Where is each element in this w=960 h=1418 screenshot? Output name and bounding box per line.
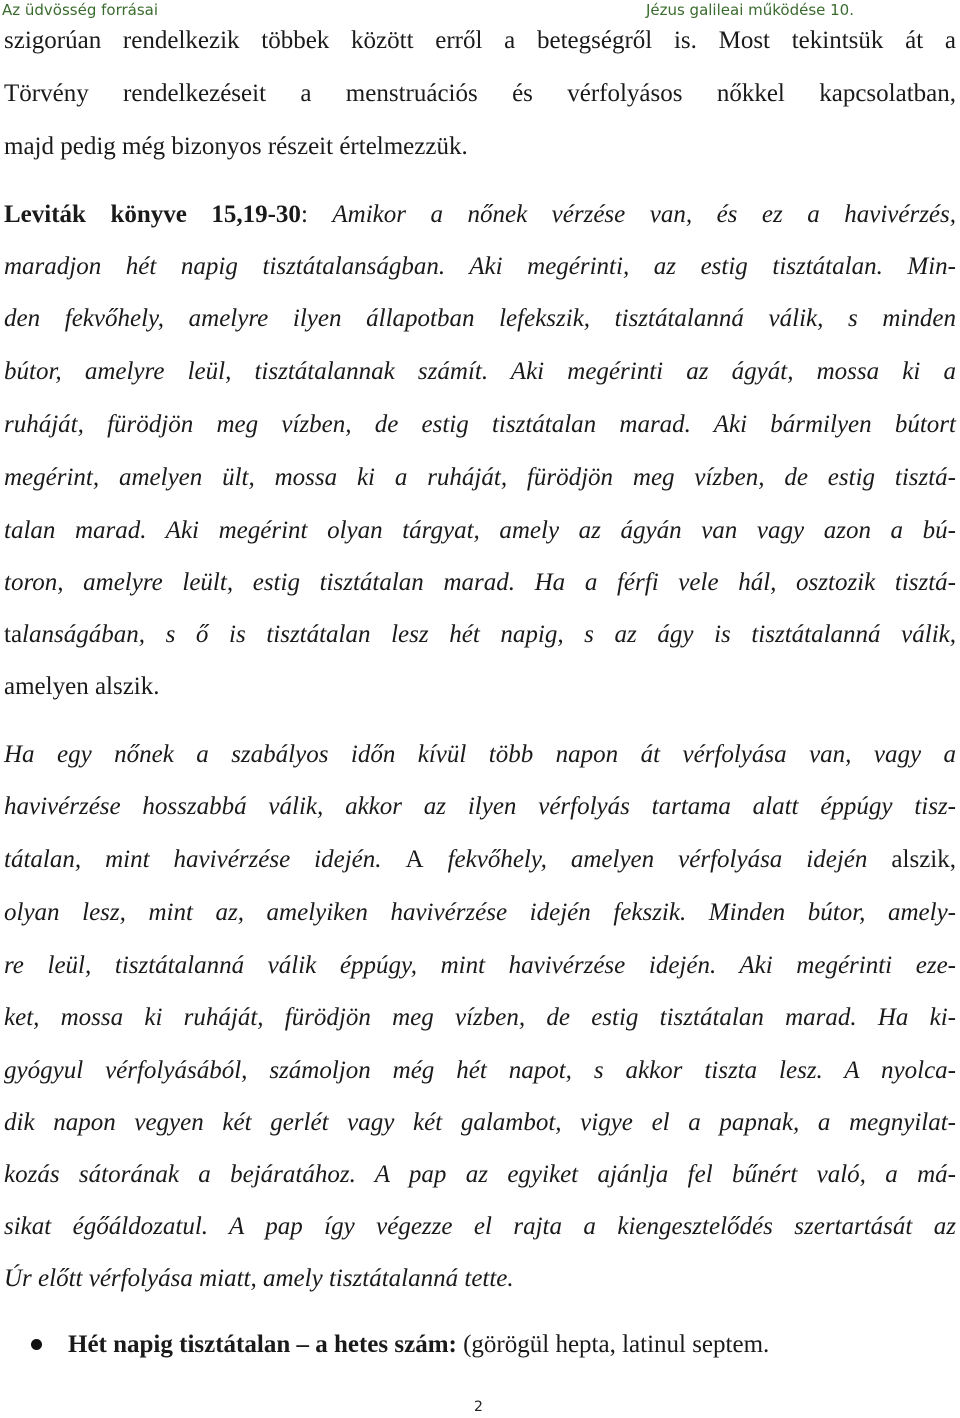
quote-text-upright: en alszik. <box>65 673 160 700</box>
header-book-title: Az üdvösség forrásai <box>2 1 159 19</box>
quote-text-upright: lszik, <box>902 846 956 873</box>
quote-text: gyógyul vérfolyásából, számoljon még hét napot, s akkor tiszta lesz. A nyolca- <box>4 1057 956 1084</box>
paragraph-3-line-6 <box>4 1001 956 1035</box>
bullet-rest-text: (görögül hepta, latinul septem. <box>456 1331 770 1358</box>
paragraph-2-line-4 <box>4 355 956 389</box>
quote-text: re leül, tisztátalanná válik éppúgy, mint havivérzése idején. Aki megérinti eze- <box>4 952 956 979</box>
quote-text: den fekvőhely, amelyre ilyen állapotban lefekszik, tisztátalanná válik, s minden <box>4 305 956 332</box>
paragraph-3-line-8 <box>4 1106 956 1140</box>
paragraph-2-line-8 <box>4 566 956 600</box>
quote-text: toron, amelyre leült, estig tisztátalan marad. Ha a férfi vele hál, osztozik tisztá- <box>4 569 956 596</box>
paragraph-1-line-2: Törvény rendelkezéseit a menstruációs és vérfolyásos nőkkel kapcsolatban, <box>4 80 956 107</box>
paragraph-1-line-3: majd pedig még bizonyos részeit értelmezzük. <box>4 133 468 160</box>
paragraph-2-line-9 <box>4 618 956 652</box>
quote-text: tátalan, mint havivérzése idején. <box>4 846 406 873</box>
paragraph-2-line-1 <box>4 198 956 232</box>
quote-text: Amikor a nőnek vérzése van, és ez a havivérzés, <box>332 201 957 228</box>
header-chapter-title: Jézus galileai működése 10. <box>645 1 854 19</box>
quote-text: megérint, amelyen ült, mossa ki a ruháját, fürödjön meg vízben, de estig tisztá- <box>4 464 956 491</box>
paragraph-3-line-5 <box>4 949 956 983</box>
bullet-bold-heading: Hét napig tisztátalan – a hetes szám: <box>68 1331 457 1358</box>
quote-text: ruháját, fürödjön meg vízben, de estig tisztátalan marad. Aki bármilyen bútort <box>4 411 956 438</box>
paragraph-2-line-2 <box>4 250 956 284</box>
paragraph-3-line-4 <box>4 896 956 930</box>
quote-text: talan marad. Aki megérint olyan tárgyat, amely az ágyán van vagy azon a bú- <box>4 517 956 544</box>
quote-text: dik napon vegyen két gerlét vagy két galambot, vigye el a papnak, a megnyilat- <box>4 1109 956 1136</box>
paragraph-2-line-6 <box>4 461 956 495</box>
quote-text-upright: amely <box>4 673 66 700</box>
quote-text: kozás sátorának a bejáratához. A pap az egyiket ajánlja fel bűnért való, a má- <box>4 1161 956 1188</box>
quote-text: Úr előtt vérfolyása miatt, amely tisztátalanná tette. <box>4 1265 514 1292</box>
quote-text: lanságában, s ő is tisztátalan lesz hét napig, s az ágy is tisztátalanná válik, <box>22 621 956 648</box>
quote-text-upright: a <box>891 846 903 873</box>
paragraph-3-line-2 <box>4 790 956 824</box>
paragraph-3-line-9 <box>4 1158 956 1192</box>
paragraph-3-line-3 <box>4 843 956 877</box>
quote-text: ket, mossa ki ruháját, fürödjön meg vízben, de estig tisztátalan marad. Ha ki- <box>4 1004 956 1031</box>
quote-text: havivérzése hosszabbá válik, akkor az ilyen vérfolyás tartama alatt éppúgy tisz- <box>4 793 956 820</box>
quote-text-upright: ta <box>4 621 23 648</box>
quote-text: sikat égőáldozatul. A pap így végezze el rajta a kiengesztelődés szertartását az <box>4 1213 956 1240</box>
paragraph-2-line-10 <box>4 670 956 704</box>
quote-text: olyan lesz, mint az, amelyiken havivérzése idején fekszik. Minden bútor, amely- <box>4 899 956 926</box>
paragraph-3-line-10 <box>4 1210 956 1244</box>
paragraph-2-line-5 <box>4 408 956 442</box>
page-number: 2 <box>474 1399 483 1415</box>
quote-text: Ha egy nőnek a szabályos időn kívül több napon át vérfolyása van, vagy a <box>4 741 956 768</box>
quote-text: maradjon hét napig tisztátalanságban. Aki megérinti, az estig tisztátalan. Min- <box>4 253 956 280</box>
bullet-dot-icon <box>31 1339 42 1350</box>
paragraph-2-line-3 <box>4 302 956 336</box>
quote-text: fekvőhely, amelyen vérfolyása idején <box>423 846 892 873</box>
paragraph-1-line-1: szigorúan rendelkezik többek között erről a betegségről is. Most tekintsük át a <box>4 27 956 54</box>
quote-text-upright: A <box>405 846 424 873</box>
paragraph-3-line-7 <box>4 1054 956 1088</box>
reference-colon: : <box>300 201 308 228</box>
paragraph-3-line-1 <box>4 738 956 772</box>
scripture-reference: Leviták könyve 15,19-30 <box>4 201 301 228</box>
bullet-item <box>68 1328 769 1362</box>
paragraph-2-line-7 <box>4 514 956 548</box>
quote-text: bútor, amelyre leül, tisztátalannak számít. Aki megérinti az ágyát, mossa ki a <box>4 358 956 385</box>
running-header <box>0 0 960 22</box>
paragraph-3-line-11 <box>4 1262 956 1296</box>
